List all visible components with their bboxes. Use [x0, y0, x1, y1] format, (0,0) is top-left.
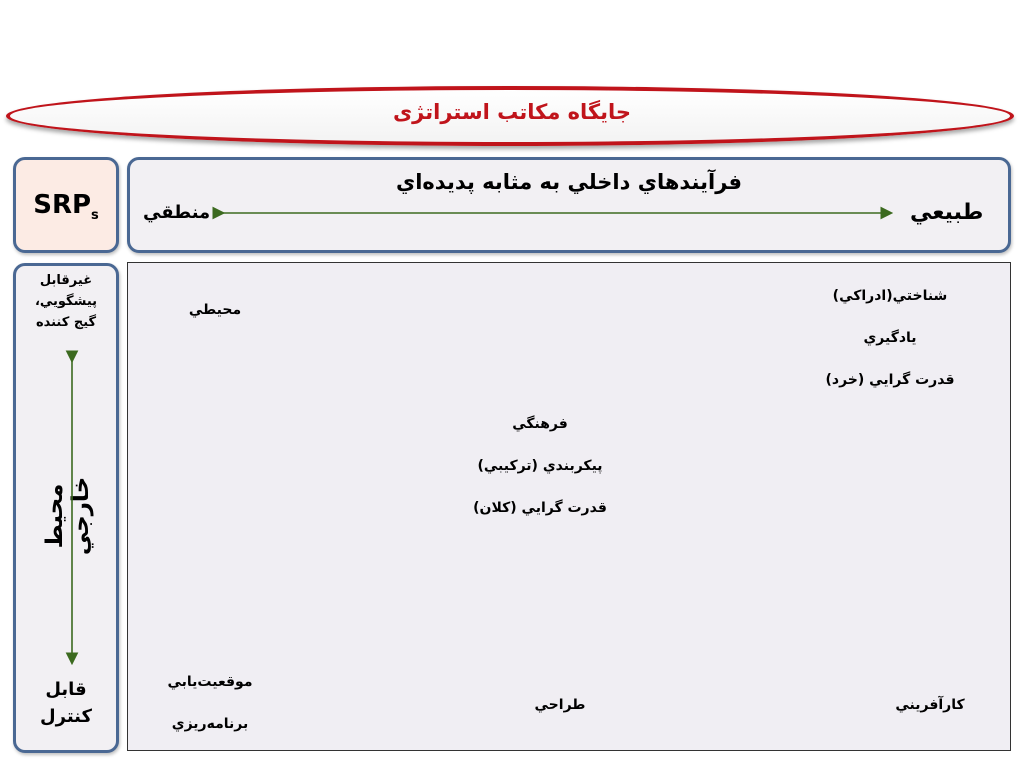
cell-top-left — [150, 289, 280, 331]
cell-bottom-left — [140, 661, 280, 745]
external-environment-label: محيط خارجي — [42, 476, 94, 556]
school-entrepreneurial: كارآفريني — [895, 697, 965, 713]
natural-label: طبيعي — [910, 200, 984, 225]
internal-processes-title: فرآيندهاي داخلي به مثابه پديده‌اي — [395, 170, 743, 194]
school-positioning: موقعيت‌يابي — [167, 674, 253, 690]
cell-center — [440, 403, 640, 529]
school-planning: برنامه‌ريزي — [171, 716, 249, 732]
school-design: طراحي — [534, 697, 586, 713]
school-macro-power: قدرت گرايي (كلان) — [473, 500, 607, 516]
school-learning: يادگيري — [863, 330, 917, 346]
school-cultural: فرهنگي — [512, 416, 568, 432]
unpredictable-label: غيرقابل پيشگويي، گيج كننده — [34, 273, 98, 330]
school-micro-power: قدرت گرايي (خرد) — [825, 372, 955, 388]
logical-label: منطقي — [143, 202, 211, 223]
school-cognitive: شناختي(ادراكي) — [832, 288, 948, 304]
controllable-label: قابل كنترل — [40, 679, 92, 727]
cell-top-right — [810, 275, 970, 401]
cell-bottom-center — [500, 684, 620, 726]
school-environmental: محيطي — [188, 302, 242, 318]
school-configuration: پيكربندي (تركيبي) — [477, 458, 603, 474]
srps-label: $SRP_s$ — [33, 190, 99, 224]
diagram-title: جايگاه مكاتب استراتژی — [392, 100, 632, 124]
cell-bottom-right — [870, 684, 990, 726]
